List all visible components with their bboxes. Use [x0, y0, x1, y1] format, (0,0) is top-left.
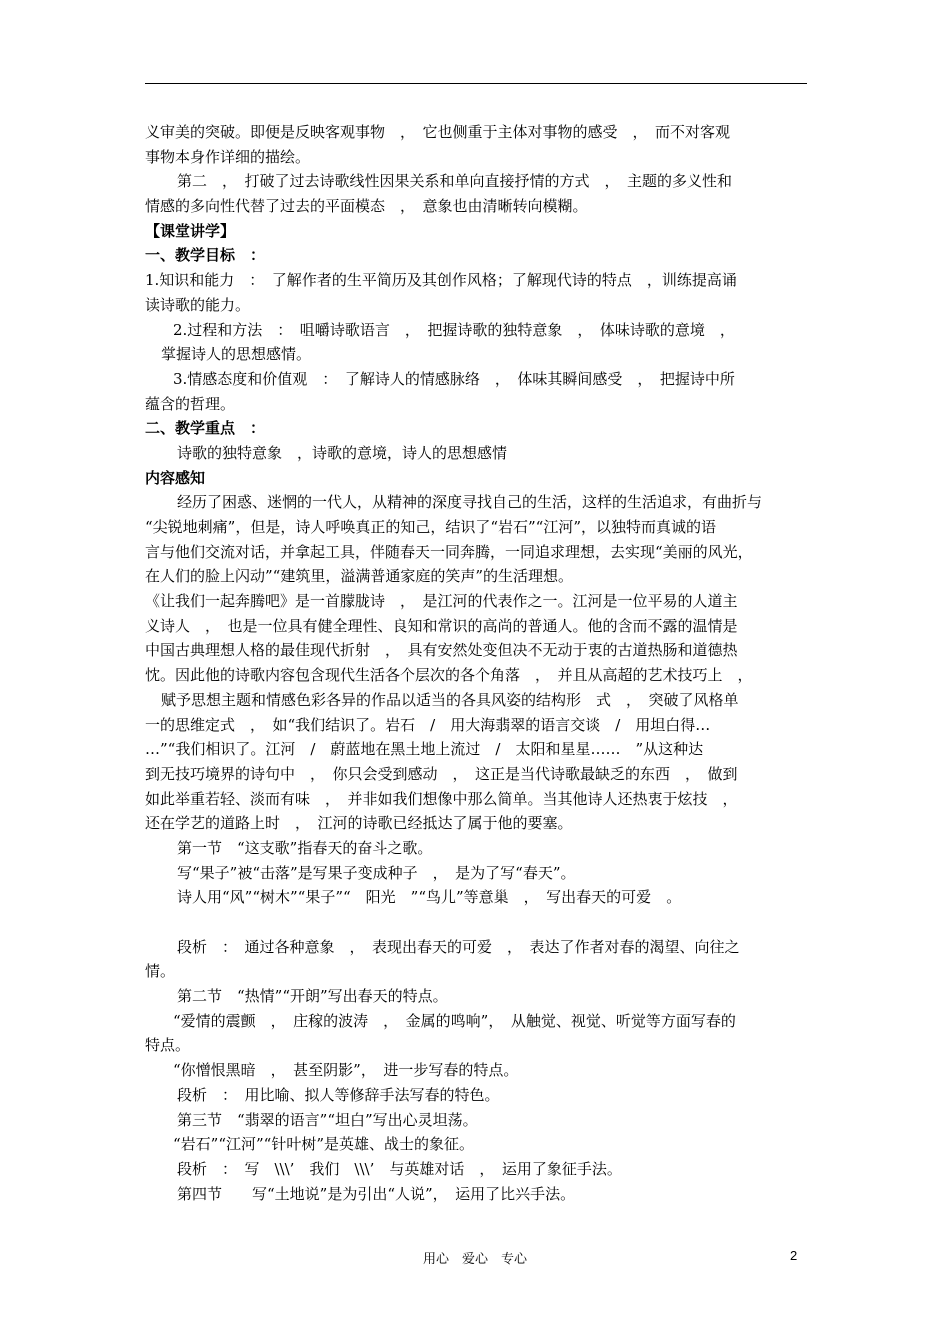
body-line: 经历了困惑、迷惘的一代人，从精神的深度寻找自己的生活，这样的生活追求，有曲折与: [177, 493, 763, 512]
body-line: 《让我们一起奔腾吧》是一首朦胧诗 ， 是江河的代表作之一。江河是一位平易的人道主: [145, 592, 738, 611]
body-line: 第四节 写“土地说”是为引出“人说”， 运用了比兴手法。: [177, 1184, 576, 1203]
body-line: 诗歌的独特意象 ，诗歌的意境，诗人的思想感情: [177, 443, 508, 462]
document-body: [145, 120, 807, 1206]
body-line: “你憎恨黑暗 ， 甚至阴影”， 进一步写春的特点。: [173, 1061, 519, 1080]
body-line: 义诗人 ， 也是一位具有健全理性、良知和常识的高尚的普通人。他的含而不露的温情是: [145, 616, 738, 635]
body-line: 段析 ： 写 \\\’ 我们 \\\’ 与英雄对话 ， 运用了象征手法。: [177, 1159, 622, 1178]
header-rule: [145, 83, 807, 84]
body-line: 1.知识和能力 ： 了解作者的生平简历及其创作风格；了解现代诗的特点 ，训练提高诵: [145, 271, 737, 290]
body-line: …”“我们相识了。江河 / 蔚蓝地在黑土地上流过 / 太阳和星星…… ”从这种达: [145, 740, 704, 759]
body-line: “尖锐地刺痛”，但是，诗人呼唤真正的知己，结识了“岩石”“江河”，以独特而真诚的语: [145, 518, 717, 536]
body-line: 蕴含的哲理。: [145, 394, 236, 413]
body-line: 第三节 “翡翠的语言”“坦白”写出心灵坦荡。: [177, 1110, 478, 1129]
body-line: 义审美的突破。即便是反映客观事物 ， 它也侧重于主体对事物的感受 ， 而不对客观: [145, 123, 731, 141]
body-line: 中国古典理想人格的最佳现代折射 ， 具有安然处变但决不无动于衷的古道热肠和道德热: [145, 641, 738, 660]
body-line: 诗人用“风”“树木”“果子”“ 阳光 ”“鸟儿”等意巢 ， 写出春天的可爱 。: [177, 888, 682, 907]
section-heading: 一、教学目标 ：: [145, 246, 266, 265]
body-line: 第二节 “热情”“开朗”写出春天的特点。: [177, 987, 448, 1006]
body-line: 2.过程和方法 ： 咀嚼诗歌语言 ， 把握诗歌的独特意象 ， 体味诗歌的意境 ，: [173, 320, 735, 339]
body-line: 第一节 “这支歌”指春天的奋斗之歌。: [177, 838, 433, 857]
body-line: 在人们的脸上闪动”“建筑里，溢满普通家庭的笑声”的生活理想。: [145, 567, 574, 586]
body-line: 赋予思想主题和情感色彩各异的作品以适当的各具风姿的结构形 式 ， 突破了风格单: [161, 690, 739, 709]
body-line: “爱情的震颤 ， 庄稼的波涛 ， 金属的鸣响”， 从触觉、视觉、听觉等方面写春的: [173, 1011, 736, 1030]
body-line: 读诗歌的能力。: [145, 295, 251, 314]
body-line: 还在学艺的道路上时 ， 江河的诗歌已经抵达了属于他的要塞。: [145, 814, 573, 833]
section-heading: 内容感知: [145, 468, 206, 487]
body-line: 特点。: [145, 1036, 191, 1055]
body-line: 事物本身作详细的描绘。: [145, 147, 311, 166]
body-line: 第二 ， 打破了过去诗歌线性因果关系和单向直接抒情的方式 ， 主题的多义性和: [177, 172, 733, 191]
body-line: 情。: [145, 962, 176, 981]
section-heading: 【课堂讲学】: [145, 221, 236, 240]
body-line: 言与他们交流对话，并拿起工具，伴随春天一同奔腾，一同追求理想，去实现“美丽的风光，: [145, 542, 753, 561]
body-line: 如此举重若轻、淡而有味 ， 并非如我们想像中那么简单。当其他诗人还热衷于炫技 ，: [145, 789, 738, 808]
body-line: “岩石”“江河”“针叶树”是英雄、战士的象征。: [173, 1135, 475, 1154]
page-number: 2: [790, 1248, 798, 1263]
body-line: 到无技巧境界的诗句中 ， 你只会受到感动 ， 这正是当代诗歌最缺乏的东西 ， 做到: [145, 764, 738, 783]
section-heading: 二、教学重点 ：: [145, 419, 266, 438]
body-line: 写“果子”被“击落”是写果子变成种子 ， 是为了写“春天”。: [177, 863, 576, 882]
body-line: 3.情感态度和价值观 ： 了解诗人的情感脉络 ， 体味其瞬间感受 ， 把握诗中所: [173, 369, 735, 388]
body-line: 掌握诗人的思想感情。: [161, 345, 312, 364]
body-line: 段析 ： 通过各种意象 ， 表现出春天的可爱 ， 表达了作者对春的渴望、向往之: [177, 937, 740, 956]
body-line: 段析 ： 用比喻、拟人等修辞手法写春的特色。: [177, 1085, 500, 1104]
body-line: 忱。因此他的诗歌内容包含现代生活各个层次的各个角落 ， 并且从高超的艺术技巧上 ，: [145, 666, 753, 685]
body-line: 一的思维定式 ， 如“我们结识了。岩石 / 用大海翡翠的语言交谈 / 用坦白得…: [145, 715, 711, 734]
body-line: 情感的多向性代替了过去的平面模态 ， 意象也由清晰转向模糊。: [145, 197, 588, 216]
footer-motto: 用心 爱心 专心: [422, 1252, 527, 1267]
blank-line: [145, 910, 807, 935]
